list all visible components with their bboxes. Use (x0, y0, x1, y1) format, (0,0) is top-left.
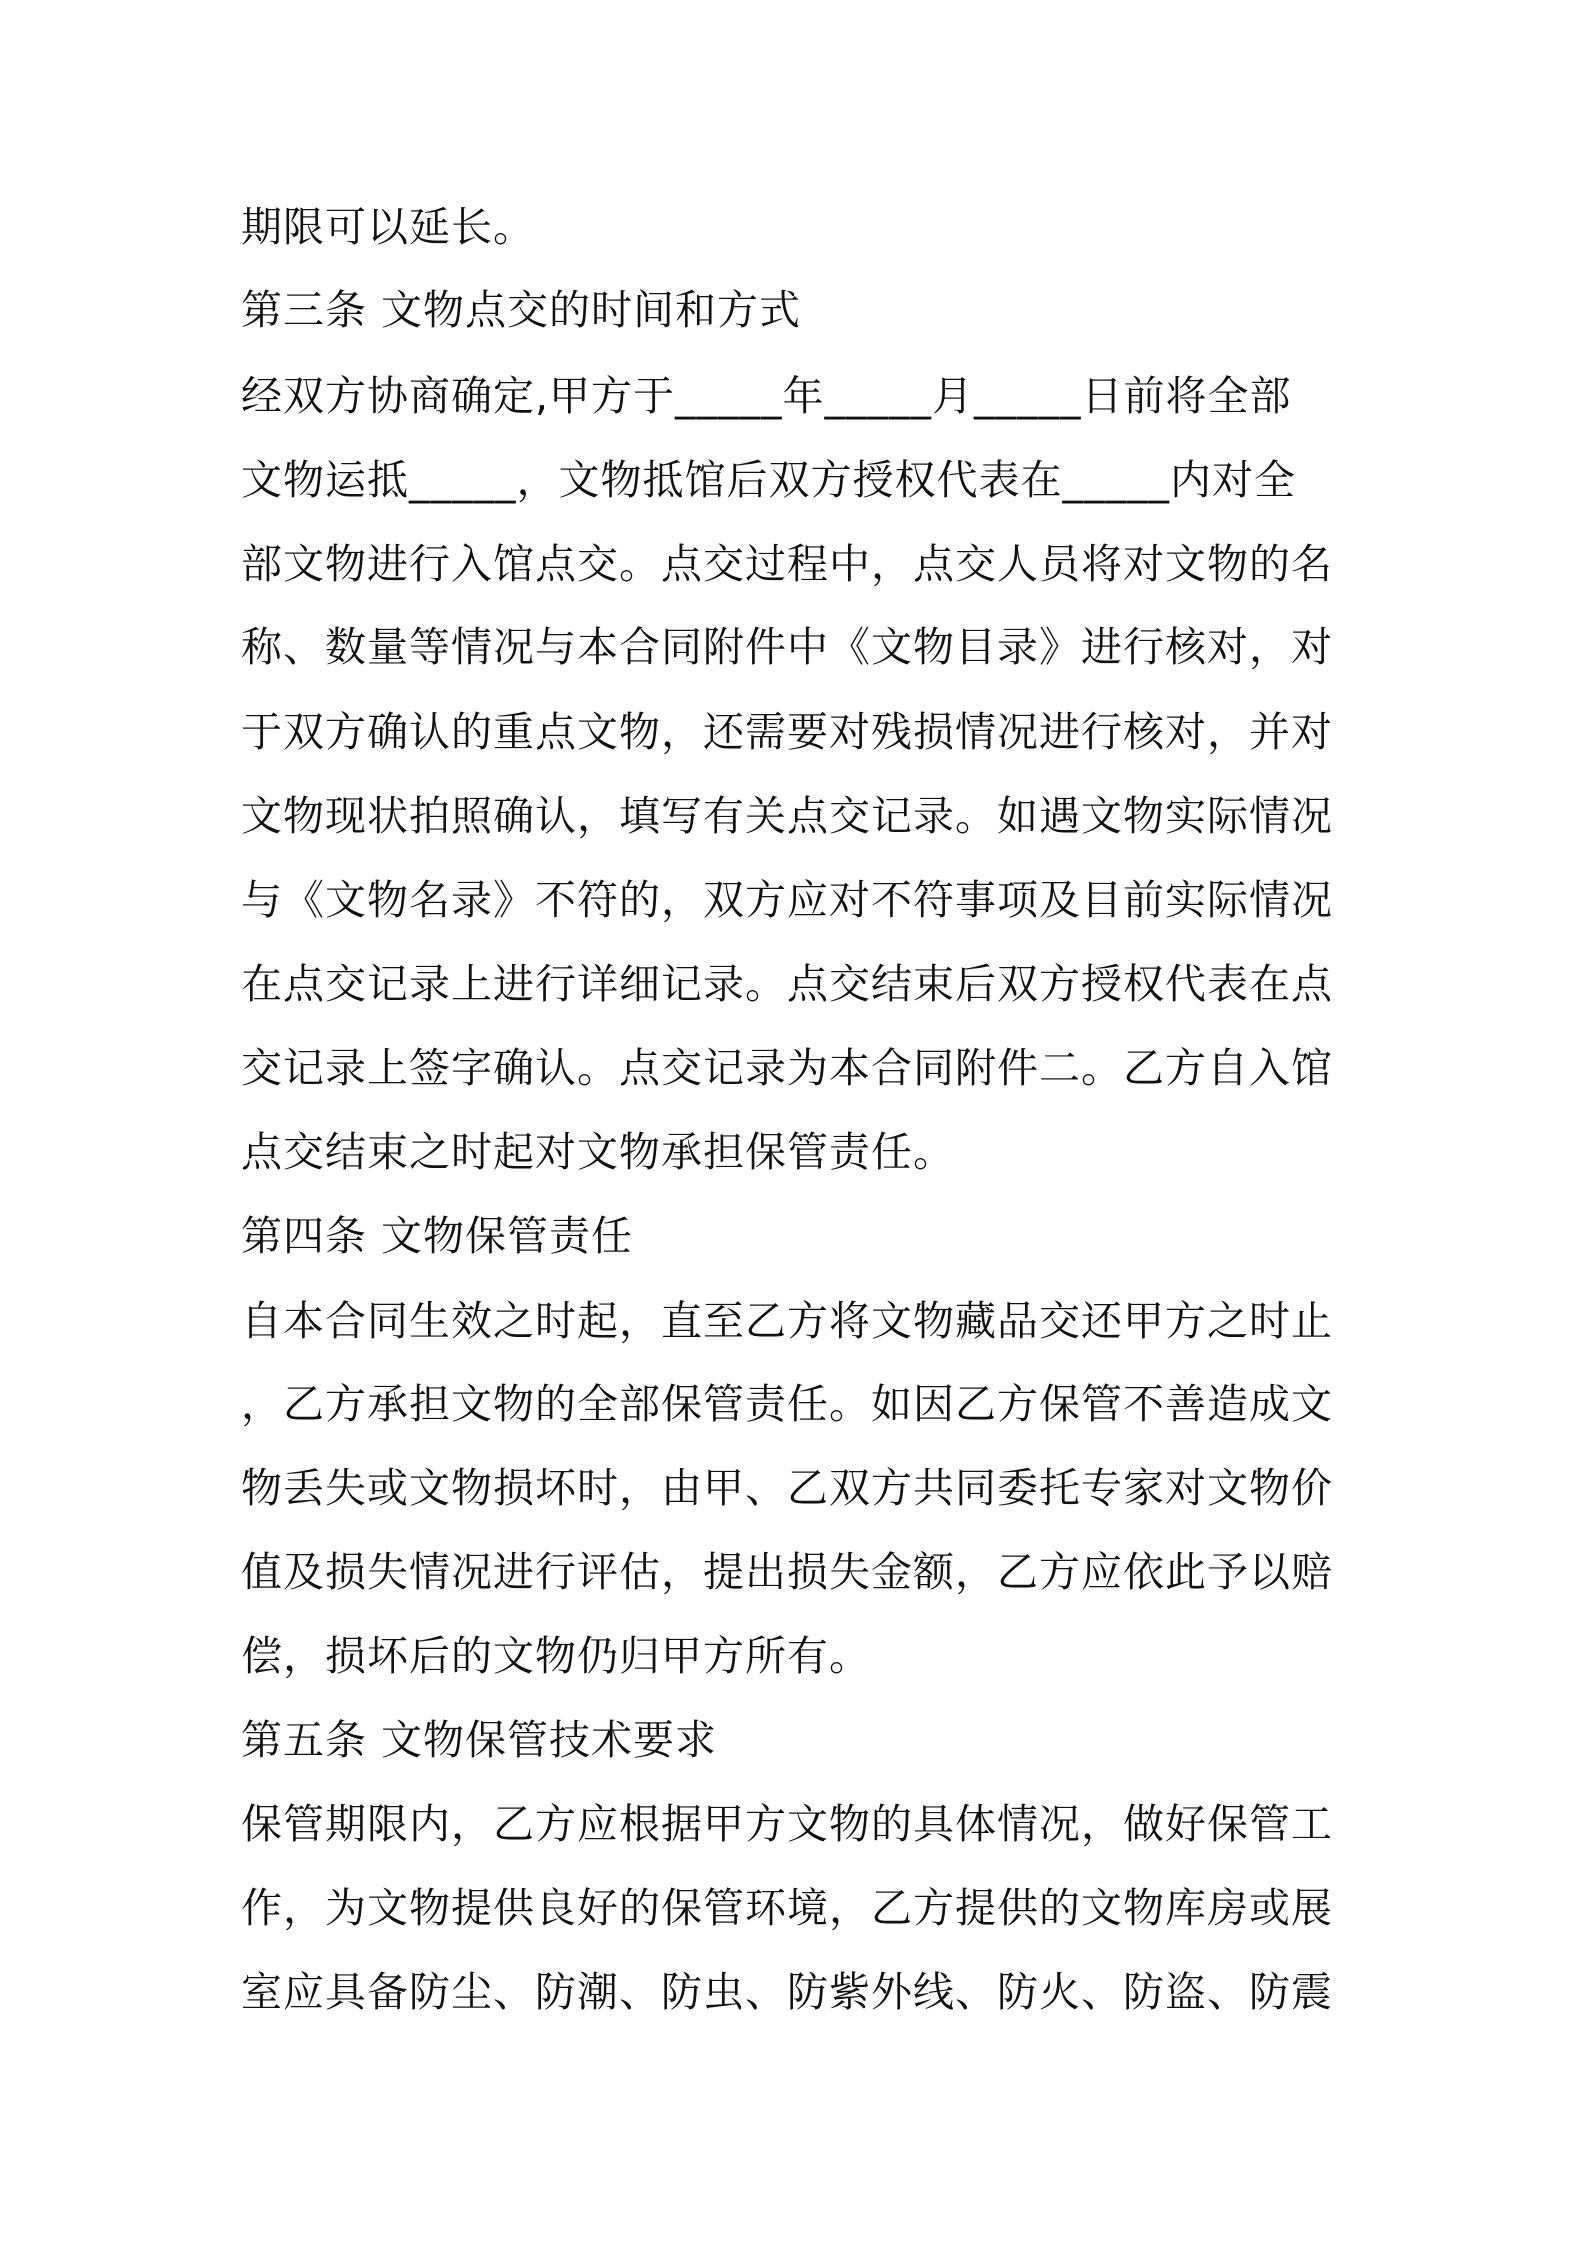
paragraph-line: 期限可以延长。 (241, 203, 535, 251)
paragraph-line: 保管期限内，乙方应根据甲方文物的具体情况，做好保管工 (241, 1800, 1333, 1848)
paragraph-line: 交记录上签字确认。点交记录为本合同附件二。乙方自入馆 (241, 1044, 1333, 1092)
paragraph-line: 自本合同生效之时起，直至乙方将文物藏品交还甲方之时止 (241, 1297, 1333, 1345)
paragraph-line: 文物运抵_____，文物抵馆后双方授权代表在_____内对全 (241, 456, 1296, 504)
paragraph-line: 偿，损坏后的文物仍归甲方所有。 (241, 1632, 871, 1680)
paragraph-line: 点交结束之时起对文物承担保管责任。 (241, 1128, 955, 1176)
paragraph-line: 在点交记录上进行详细记录。点交结束后双方授权代表在点 (241, 960, 1333, 1008)
paragraph-line: 部文物进行入馆点交。点交过程中，点交人员将对文物的名 (241, 540, 1333, 588)
paragraph-line: 与《文物名录》不符的，双方应对不符事项及目前实际情况 (241, 876, 1333, 924)
paragraph-line: 物丢失或文物损坏时，由甲、乙双方共同委托专家对文物价 (241, 1464, 1333, 1512)
paragraph-line: 室应具备防尘、防潮、防虫、防紫外线、防火、防盗、防震 (241, 1968, 1333, 2016)
paragraph-line: 称、数量等情况与本合同附件中《文物目录》进行核对，对 (241, 623, 1333, 671)
article-heading: 第五条 文物保管技术要求 (241, 1716, 718, 1764)
paragraph-line: 值及损失情况进行评估，提出损失金额，乙方应依此予以赔 (241, 1548, 1333, 1596)
paragraph-line: 经双方协商确定,甲方于_____年_____月_____日前将全部 (241, 372, 1292, 420)
paragraph-line: 于双方确认的重点文物，还需要对残损情况进行核对，并对 (241, 708, 1333, 756)
article-heading: 第三条 文物点交的时间和方式 (241, 286, 802, 334)
paragraph-line: 作，为文物提供良好的保管环境，乙方提供的文物库房或展 (241, 1884, 1333, 1932)
article-heading: 第四条 文物保管责任 (241, 1212, 634, 1260)
paragraph-line: ，乙方承担文物的全部保管责任。如因乙方保管不善造成文 (241, 1380, 1333, 1428)
paragraph-line: 文物现状拍照确认，填写有关点交记录。如遇文物实际情况 (241, 792, 1333, 840)
